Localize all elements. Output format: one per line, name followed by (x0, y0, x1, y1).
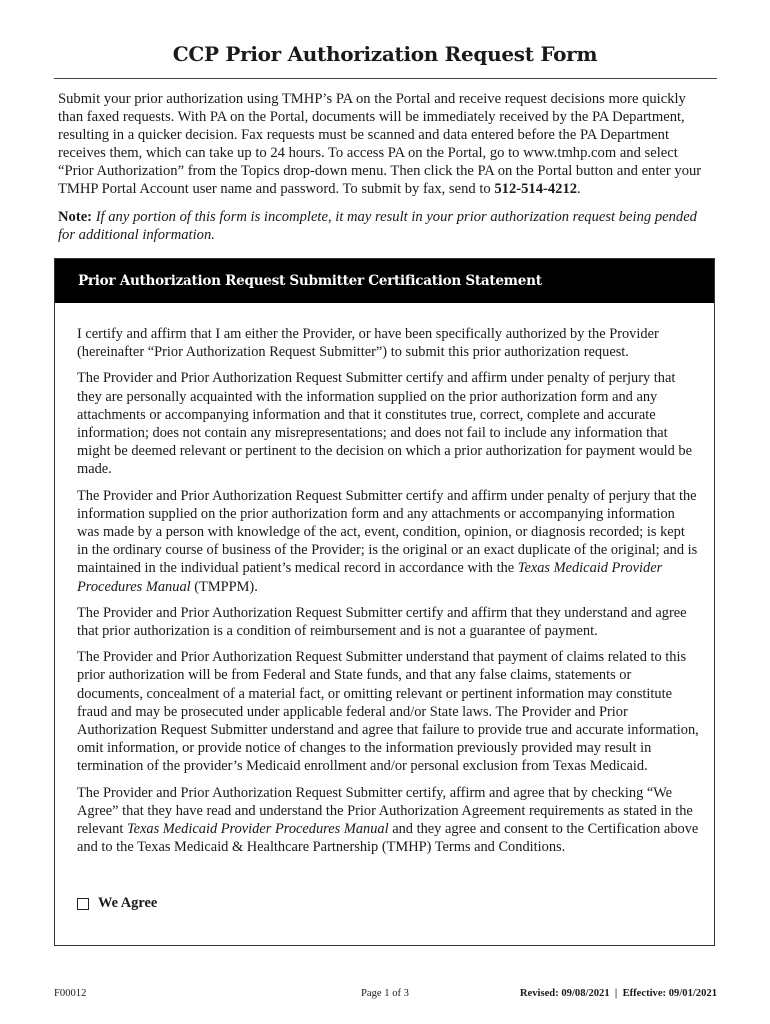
p3-manual-title: Texas Medicaid Provider Procedures Manual (77, 560, 663, 595)
note-label: Note: (58, 209, 93, 225)
intro-end: . (577, 181, 581, 197)
certification-body (77, 325, 699, 864)
we-agree-checkbox[interactable] (77, 898, 89, 910)
title-divider (54, 78, 717, 79)
certification-heading: Prior Authorization Request Submitter Certification Statement (55, 259, 714, 303)
intro-paragraph (58, 90, 713, 198)
footer-dates: Revised: 09/08/2021 | Effective: 09/01/2021 (519, 988, 717, 999)
certification-paragraph-3 (77, 487, 699, 596)
p6-text-b: and they agree and consent to the Certification above and to the Texas Medicaid & Healthcare Partnership (TMHP) Terms and Conditions. (77, 821, 699, 856)
we-agree-label: We Agree (98, 895, 158, 911)
we-agree-row[interactable] (77, 895, 157, 912)
certification-paragraph-4: The Provider and Prior Authorization Request Submitter certify and affirm that they understand and agree that prior authorization is a condition of reimbursement and is not a guarantee of payment. (77, 604, 687, 640)
certification-paragraph-5: The Provider and Prior Authorization Request Submitter understand that payment of claims related to this prior authorization will be from Federal and State funds, and that any false claims, statements or documents, concealment of a material fact, or omitting relevant or pertinent information may constitute fraud and may be prosecuted under applicable federal and/or State laws. The Provider and Prior Authorization Request Submitter understand and agree that failure to provide true and accurate information, omit information, or provide notice of changes to the information previously provided may result in termination of the provider’s Medicaid enrollment and/or personal exclusion from Texas Medicaid. (77, 649, 699, 775)
footer-page-number: Page 1 of 3 (361, 988, 409, 999)
p6-manual-title: Texas Medicaid Provider Procedures Manual (126, 821, 389, 838)
p3-text-a: The Provider and Prior Authorization Request Submitter certify and affirm under penalty of perjury that the information supplied on the prior authorization form and any attachments or accompanying information was made by a person with knowledge of the act, event, condition, opinion, or diagnosis recorded; is kept in the ordinary course of business of the Provider; is the original or an exact duplicate of the original; and is maintained in the individual patient’s medical record in accordance with the (77, 487, 698, 577)
certification-section (54, 258, 715, 946)
intro-text: Submit your prior authorization using TMHP’s PA on the Portal and receive request decisions more quickly than faxed requests. With PA on the Portal, documents will be immediately received by the PA Department, resulting in a quicker decision. Fax requests must be scanned and data entered before the PA Department receives them, which can take up to 24 hours. To access PA on the Portal, go to www.tmhp.com and select “Prior Authorization” from the Topics drop-down menu. Then click the PA on the Portal button and enter your TMHP Portal Account user name and password. To submit by fax, send to (58, 91, 702, 197)
certification-paragraph-1: I certify and affirm that I am either the Provider, or have been specifically authorized by the Provider (hereinafter “Prior Authorization Request Submitter”) to submit this prior authorization request. (77, 326, 659, 361)
footer-form-id: F00012 (54, 988, 87, 999)
note-text: If any portion of this form is incomplete, it may result in your prior authorization request being pended for additional information. (58, 209, 697, 243)
certification-paragraph-6 (77, 784, 699, 857)
p6-text-a: The Provider and Prior Authorization Request Submitter certify, affirm and agree that by checking “We Agree” that they have read and understand the Prior Authorization Agreement requirements as stated in the relevant (77, 784, 693, 838)
page-title: CCP Prior Authorization Request Form (172, 42, 598, 66)
p3-text-b: (TMPPM). (190, 578, 258, 595)
fax-number: 512-514-4212 (494, 181, 578, 197)
certification-paragraph-2: The Provider and Prior Authorization Request Submitter certify and affirm under penalty of perjury that they are personally acquainted with the information supplied on the prior authorization form and any attachments or accompanying information and that it constitutes true, correct, complete and accurate information; does not contain any misrepresentations; and does not fail to include any information that might be deemed relevant or pertinent to the decision on which a prior authorization for payment would be made. (77, 370, 693, 478)
note-paragraph (58, 208, 713, 244)
